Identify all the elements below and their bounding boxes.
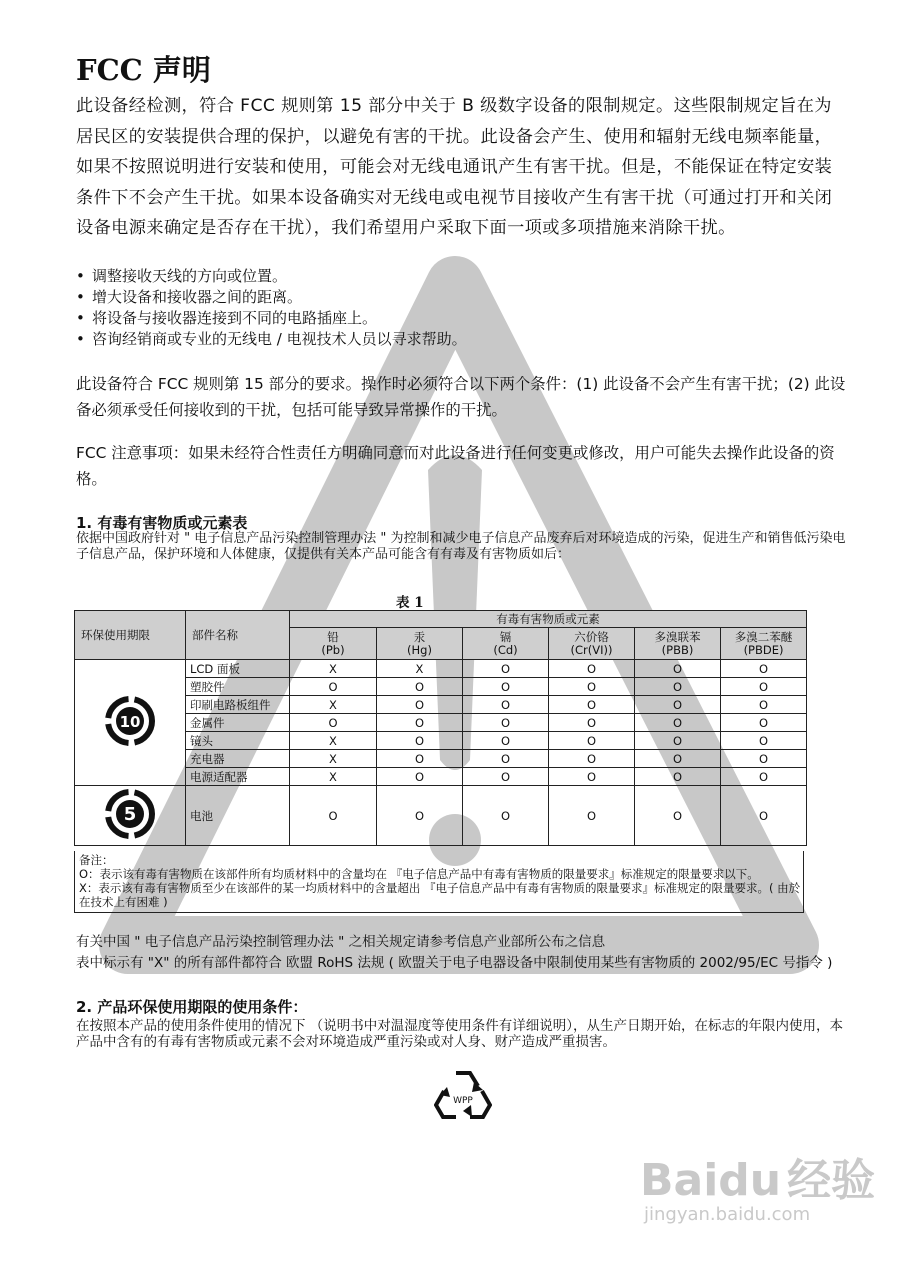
baidu-cn-text: 经验 [787, 1155, 876, 1206]
list-item: • 将设备与接收器连接到不同的电路插座上。 [76, 309, 378, 327]
header-substances: 有毒有害物质或元素 [290, 611, 807, 628]
mark-cell: O [463, 732, 549, 750]
reference-note: 有关中国 " 电子信息产品污染控制管理办法 " 之相关规定请参考信息产业部所公布之信息 [76, 934, 606, 950]
page-title: FCC 声明 [76, 53, 211, 87]
mark-cell: O [549, 696, 635, 714]
table-row [75, 660, 807, 678]
mark-cell: O [463, 768, 549, 786]
period-cell [75, 786, 186, 846]
mark-cell: O [463, 786, 549, 846]
header-substance: 汞 (Hg) [377, 628, 463, 660]
part-name: 镜头 [186, 732, 290, 750]
mark-cell: O [549, 750, 635, 768]
mark-cell: O [549, 678, 635, 696]
svg-text:10: 10 [119, 713, 141, 731]
header-part: 部件名称 [186, 611, 290, 660]
mark-cell: O [290, 678, 377, 696]
part-name: 电源适配器 [186, 768, 290, 786]
header-substance: 多溴二苯醚 (PBDE) [721, 628, 807, 660]
wpp-recycle-icon [434, 1069, 492, 1121]
baidu-watermark [640, 1155, 876, 1225]
header-substance: 铅 (Pb) [290, 628, 377, 660]
mark-cell: O [635, 768, 721, 786]
mark-cell: O [377, 696, 463, 714]
mark-cell: O [290, 714, 377, 732]
mark-cell: O [549, 660, 635, 678]
wpp-label: WPP [453, 1096, 473, 1106]
period-5-icon [102, 786, 158, 842]
mark-cell: X [377, 660, 463, 678]
mark-cell: O [721, 750, 807, 768]
svg-text:5: 5 [123, 804, 137, 825]
mark-cell: O [721, 768, 807, 786]
section2-text: 在按照本产品的使用条件使用的情况下 （说明书中对温湿度等使用条件有详细说明），从生产日期开始，在标志的年限内使用，本产品中含有的有毒有害物质或元素不会对环境造成严重污染或对人身、财产造成严重损害。 [76, 1018, 844, 1050]
header-period: 环保使用期限 [75, 611, 186, 660]
mark-cell: O [635, 786, 721, 846]
header-substance: 六价铬 (Cr(VI)) [549, 628, 635, 660]
table-notes [74, 851, 804, 913]
mark-cell: O [377, 786, 463, 846]
mark-cell: O [721, 732, 807, 750]
part-name: 电池 [186, 786, 290, 846]
mark-cell: O [635, 750, 721, 768]
list-item: • 调整接收天线的方向或位置。 [76, 267, 288, 285]
fcc-intro-paragraph: 此设备经检测，符合 FCC 规则第 15 部分中关于 B 级数字设备的限制规定。这些限制规定旨在为居民区的安装提供合理的保护，以避免有害的干扰。此设备会产生、使用和辐射无线电频率能量，如果不按照说明进行安装和使用，可能会对无线电通讯产生有害干扰。但是，不能保证在特定安装条件下不会产生干扰。如果本设备确实对无线电或电视节目接收产生有害干扰（可通过打开和关闭设备电源来确定是否存在干扰），我们希望用户采取下面一项或多项措施来消除干扰。 [76, 96, 833, 239]
period-10-icon [102, 693, 158, 749]
mark-cell: O [721, 660, 807, 678]
part-name: 塑胶件 [186, 678, 290, 696]
section2-heading: 2. 产品环保使用期限的使用条件： [76, 998, 308, 1016]
table-row [75, 786, 807, 846]
mark-cell: O [290, 786, 377, 846]
baidu-url: jingyan.baidu.com [644, 1204, 811, 1225]
table-caption: 表 1 [396, 595, 424, 611]
header-substance: 镉 (Cd) [463, 628, 549, 660]
section1-heading: 1. 有毒有害物质或元素表 [76, 514, 248, 532]
mark-cell: O [721, 696, 807, 714]
mark-cell: X [290, 768, 377, 786]
mark-cell: O [635, 660, 721, 678]
mark-cell: O [463, 750, 549, 768]
notes-label: 备注： [79, 853, 114, 867]
list-item: • 咨询经销商或专业的无线电 / 电视技术人员以寻求帮助。 [76, 330, 467, 348]
fcc-notice-paragraph: FCC 注意事项：如果未经符合性责任方明确同意而对此设备进行任何变更或修改，用户可能失去操作此设备的资格。 [76, 444, 835, 488]
mark-cell: O [377, 678, 463, 696]
mark-cell: O [635, 714, 721, 732]
mark-cell: X [290, 732, 377, 750]
note-x: X：表示该有毒有害物质至少在该部件的某一均质材料中的含量超出 『电子信息产品中有毒有害物质的限量要求』标准规定的限量要求。( 由於在技术上有困难 ) [79, 881, 801, 909]
mark-cell: O [721, 714, 807, 732]
section1-text: 依据中国政府针对 " 电子信息产品污染控制管理办法 " 为控制和减少电子信息产品废弃后对环境造成的污染，促进生产和销售低污染电子信息产品，保护环境和人体健康，仅提供有关本产品可能含有有毒及有害物质如后： [76, 531, 846, 562]
mark-cell: O [377, 750, 463, 768]
mark-cell: O [463, 714, 549, 732]
mark-cell: O [549, 768, 635, 786]
mark-cell: O [377, 732, 463, 750]
mark-cell: O [463, 678, 549, 696]
header-substance: 多溴联苯 (PBB) [635, 628, 721, 660]
mark-cell: O [721, 786, 807, 846]
baidu-logo-text: Baidu [640, 1155, 782, 1206]
mark-cell: O [635, 696, 721, 714]
hazardous-substance-table [74, 610, 807, 846]
mark-cell: O [463, 696, 549, 714]
rohs-note: 表中标示有 "X" 的所有部件都符合 欧盟 RoHS 法规 ( 欧盟关于电子电器设备中限制使用某些有害物质的 2002/95/EC 号指令 ) [76, 955, 833, 971]
period-cell [75, 660, 186, 786]
mark-cell: O [635, 732, 721, 750]
fcc-conditions-paragraph: 此设备符合 FCC 规则第 15 部分的要求。操作时必须符合以下两个条件：(1) 此设备不会产生有害干扰；(2) 此设备必须承受任何接收到的干扰，包括可能导致异常操作的干扰。 [76, 375, 846, 419]
mark-cell: X [290, 660, 377, 678]
mark-cell: X [290, 750, 377, 768]
mark-cell: O [377, 714, 463, 732]
mark-cell: O [635, 678, 721, 696]
mark-cell: O [549, 714, 635, 732]
mark-cell: O [549, 732, 635, 750]
mark-cell: O [377, 768, 463, 786]
mark-cell: O [549, 786, 635, 846]
part-name: LCD 面板 [186, 660, 290, 678]
part-name: 充电器 [186, 750, 290, 768]
mark-cell: O [463, 660, 549, 678]
part-name: 印刷电路板组件 [186, 696, 290, 714]
mark-cell: X [290, 696, 377, 714]
note-o: O：表示该有毒有害物质在该部件所有均质材料中的含量均在 『电子信息产品中有毒有害物质的限量要求』标准规定的限量要求以下。 [79, 867, 759, 881]
list-item: • 增大设备和接收器之间的距离。 [76, 288, 303, 306]
part-name: 金属件 [186, 714, 290, 732]
mark-cell: O [721, 678, 807, 696]
